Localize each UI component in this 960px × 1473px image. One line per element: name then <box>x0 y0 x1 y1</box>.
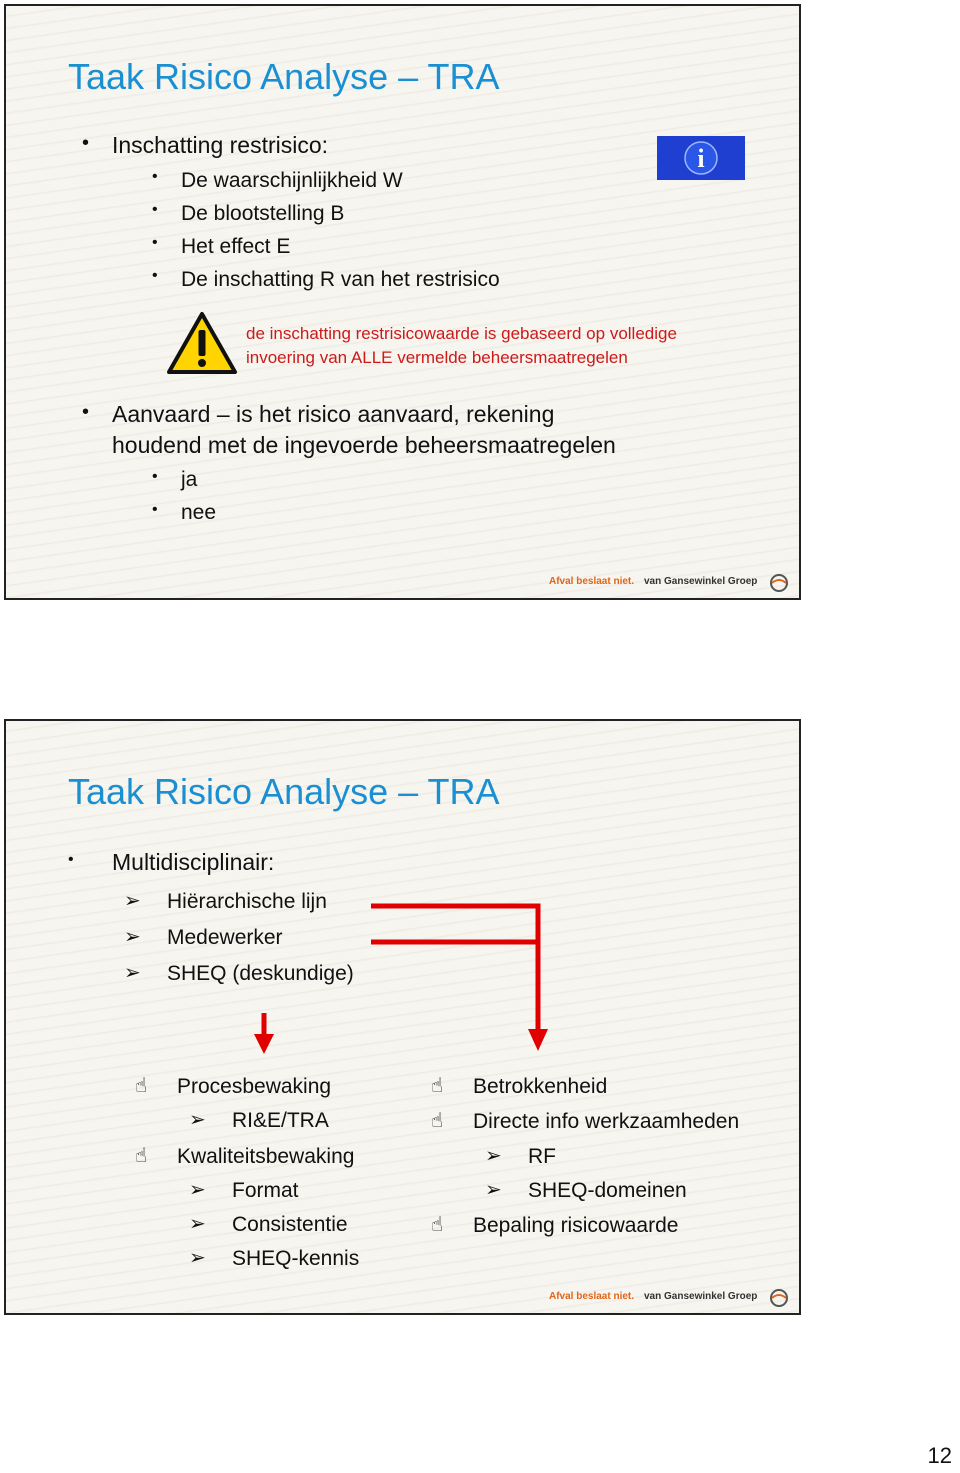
sub-bullet-dot: • <box>152 267 158 284</box>
arrowhead-bullet-icon: ➢ <box>189 1179 206 1201</box>
footer-company: van Gansewinkel Groep <box>644 1291 758 1302</box>
arrow-head-right <box>528 1029 548 1051</box>
sub-item: Het effect E <box>181 235 291 258</box>
bullet-inschatting: Inschatting restrisico: <box>112 132 329 158</box>
slide-1 <box>4 4 801 600</box>
sub-item: De blootstelling B <box>181 202 345 225</box>
sub-bullet-dot: • <box>152 201 158 218</box>
arrowhead-bullet-icon: ➢ <box>189 1247 206 1269</box>
pointing-hand-icon: ☝ <box>431 1075 444 1097</box>
left-subitem: Format <box>232 1179 299 1202</box>
left-subitem: RI&E/TRA <box>232 1109 329 1132</box>
company-logo-icon <box>769 574 789 592</box>
arrowhead-bullet-icon: ➢ <box>124 926 141 948</box>
warning-text <box>246 322 677 370</box>
sub-bullet-dot: • <box>152 234 158 251</box>
footer-logo <box>549 574 789 592</box>
left-subitem: Consistentie <box>232 1213 348 1236</box>
pointing-hand-icon: ☝ <box>135 1075 148 1097</box>
bullet-dot: • <box>82 401 90 423</box>
right-item-bepaling: Bepaling risicowaarde <box>473 1214 679 1237</box>
page-number: 12 <box>927 1443 952 1468</box>
left-item-kwaliteitsbewaking: Kwaliteitsbewaking <box>177 1145 355 1168</box>
left-subitem: SHEQ-kennis <box>232 1247 360 1270</box>
arrowhead-bullet-icon: ➢ <box>124 962 141 984</box>
arrowhead-bullet-icon: ➢ <box>189 1109 206 1131</box>
role-item: Hiërarchische lijn <box>167 890 327 913</box>
pointing-hand-icon: ☝ <box>431 1110 444 1132</box>
footer-logo <box>549 1289 789 1307</box>
arrowhead-bullet-icon: ➢ <box>124 890 141 912</box>
warning-triangle-icon <box>166 310 238 376</box>
slide-title: Taak Risico Analyse – TRA <box>68 771 500 812</box>
slide-2 <box>4 719 801 1315</box>
left-item-procesbewaking: Procesbewaking <box>177 1075 332 1098</box>
bullet-multidisciplinair: Multidisciplinair: <box>112 849 275 875</box>
pointing-hand-icon: ☝ <box>135 1145 148 1167</box>
bullet-dot: • <box>82 132 90 154</box>
info-symbol: i <box>697 144 705 173</box>
warning-line: invoering van ALLE vermelde beheersmaatregelen <box>246 348 628 367</box>
footer-slogan: Afval beslaat niet. <box>549 1291 635 1302</box>
arrow-head-left <box>254 1034 274 1054</box>
bullet-dot: • <box>68 851 74 868</box>
info-icon-graphic <box>681 138 721 178</box>
option-ja: ja <box>181 468 198 491</box>
footer-company: van Gansewinkel Groep <box>644 576 758 587</box>
footer-slogan: Afval beslaat niet. <box>549 576 635 587</box>
arrowhead-bullet-icon: ➢ <box>485 1145 502 1167</box>
sub-item: De waarschijnlijkheid W <box>181 169 403 192</box>
arrowhead-bullet-icon: ➢ <box>485 1179 502 1201</box>
pointing-hand-icon: ☝ <box>431 1214 444 1236</box>
arrow-connector-line <box>371 906 538 1031</box>
arrowhead-bullet-icon: ➢ <box>189 1213 206 1235</box>
slide-title: Taak Risico Analyse – TRA <box>68 56 500 97</box>
company-logo-icon <box>769 1289 789 1307</box>
role-item: SHEQ (deskundige) <box>167 962 354 985</box>
sub-bullet-dot: • <box>152 168 158 185</box>
role-item: Medewerker <box>167 926 283 949</box>
warning-line: de inschatting restrisicowaarde is gebaseerd op volledige <box>246 324 677 343</box>
right-item-directe-info: Directe info werkzaamheden <box>473 1110 740 1133</box>
flow-arrows <box>6 721 803 1317</box>
sub-bullet-dot: • <box>152 468 158 485</box>
bullet-aanvaard-line1: Aanvaard – is het risico aanvaard, rekening <box>112 401 555 427</box>
right-subitem: RF <box>528 1145 556 1168</box>
option-nee: nee <box>181 501 217 524</box>
bullet-aanvaard-line2: houdend met de ingevoerde beheersmaatregelen <box>112 432 616 458</box>
sub-item: De inschatting R van het restrisico <box>181 268 500 291</box>
info-icon[interactable] <box>657 136 745 180</box>
right-subitem: SHEQ-domeinen <box>528 1179 687 1202</box>
sub-bullet-dot: • <box>152 501 158 518</box>
right-item-betrokkenheid: Betrokkenheid <box>473 1075 608 1098</box>
